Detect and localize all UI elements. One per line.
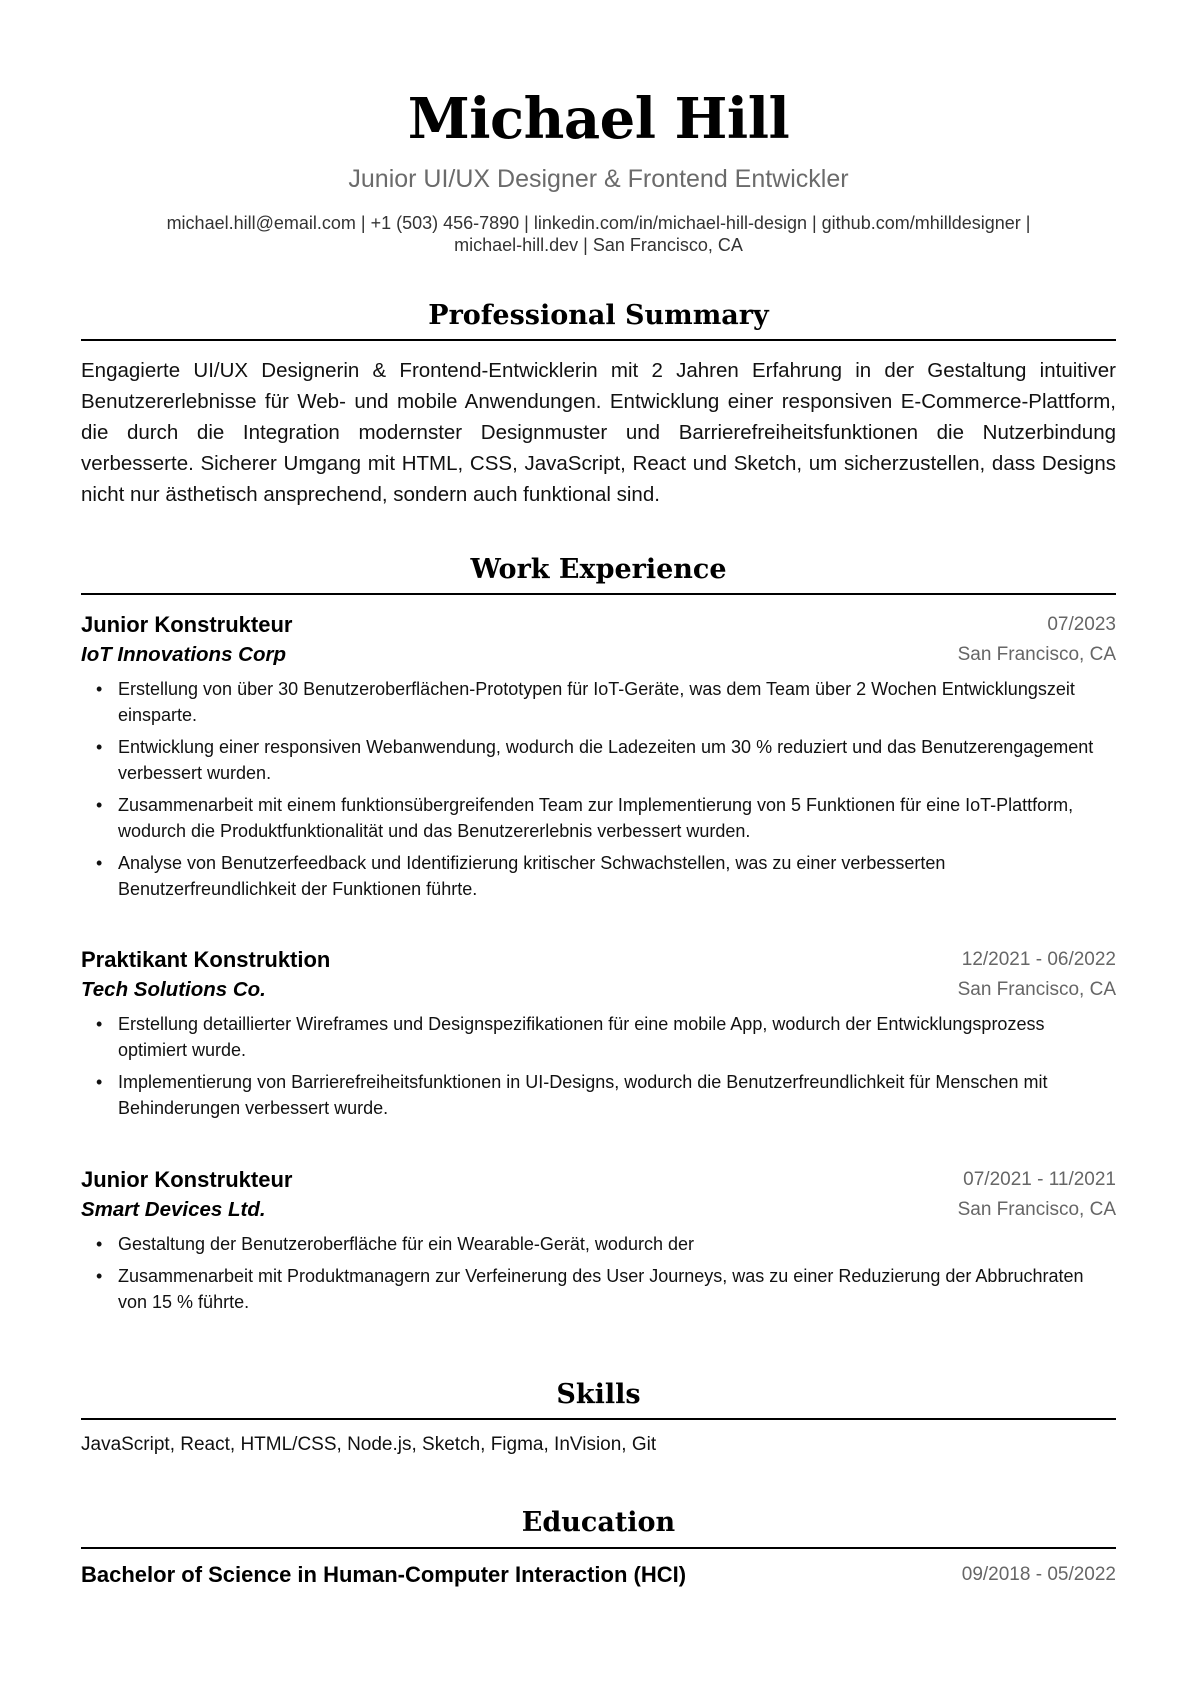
section-title-experience: Work Experience [470,554,727,585]
job-entry [81,1165,1116,1321]
bullet-item: • Entwicklung einer responsiven Webanwendung, wodurch die Ladezeiten um 30 % reduziert und das Benutzerengagement verbessert wurden. [81,734,1116,786]
job-bullets [81,1011,1116,1121]
job-date: 07/2021 - 11/2021 [963,1169,1116,1190]
job-entry [81,945,1116,1127]
bullet-item: • Implementierung von Barrierefreiheitsfunktionen in UI-Designs, wodurch die Benutzerfreundlichkeit für Menschen mit Behinderungen verbessert wurde. [81,1069,1116,1121]
summary-text: Engagierte UI/UX Designerin & Frontend-Entwicklerin mit 2 Jahren Erfahrung in der Gestaltung intuitiver Benutzererlebnisse für Web- und mobile Anwendungen. Entwicklung einer responsiven E-Commerce-Plattform, die durch die Integration modernster Designmuster und Barrierefreiheitsfunktionen die Nutzerbindung verbesserte. Sicherer Umgang mit HTML, CSS, JavaScript, React und Sketch, um sicherzustellen, dass Designs nicht nur ästhetisch ansprechend, sondern auch funktional sind. [81,359,1116,506]
section-divider [81,339,1116,341]
bullet-item: • Analyse von Benutzerfeedback und Identifizierung kritischer Schwachstellen, was zu einer verbesserten Benutzerfreundlichkeit der Funktionen führte. [81,850,1116,902]
section-title-education: Education [521,1507,676,1538]
job-title: Praktikant Konstruktion [81,947,331,972]
bullet-item: • Erstellung detaillierter Wireframes und Designspezifikationen für eine mobile App, wodurch der Entwicklungsprozess optimiert wurde. [81,1011,1116,1063]
contact-line: michael-hill.dev | San Francisco, CA [454,235,743,255]
section-divider [81,1547,1116,1549]
job-title: Junior Konstrukteur [81,612,293,637]
education-entry [81,1560,1116,1590]
job-entry [81,610,1116,908]
contact-info [81,212,1116,256]
job-location: San Francisco, CA [957,979,1116,1000]
section-title-skills: Skills [556,1379,641,1410]
section-title-summary: Professional Summary [428,300,769,331]
section-divider [81,593,1116,595]
job-title: Junior Konstrukteur [81,1167,293,1192]
job-location: San Francisco, CA [957,644,1116,665]
section-divider [81,1418,1116,1420]
bullet-item: • Zusammenarbeit mit Produktmanagern zur Verfeinerung des User Journeys, was zu einer Reduzierung der Abbruchraten von 15 % führte. [81,1263,1116,1315]
job-company: Smart Devices Ltd. [81,1198,266,1221]
job-date: 07/2023 [1047,614,1116,635]
job-date: 12/2021 - 06/2022 [961,949,1116,970]
candidate-name: Michael Hill [407,86,790,152]
bullet-item: • Gestaltung der Benutzeroberfläche für ein Wearable-Gerät, wodurch der [81,1231,1116,1257]
skills-list: JavaScript, React, HTML/CSS, Node.js, Sketch, Figma, InVision, Git [81,1434,657,1455]
job-bullets [81,1231,1116,1315]
education-date: 09/2018 - 05/2022 [961,1564,1116,1585]
job-company: Tech Solutions Co. [81,978,266,1001]
job-bullets [81,676,1116,902]
candidate-headline: Junior UI/UX Designer & Frontend Entwickler [348,165,849,193]
job-location: San Francisco, CA [957,1199,1116,1220]
bullet-item: • Zusammenarbeit mit einem funktionsübergreifenden Team zur Implementierung von 5 Funktionen für eine IoT-Plattform, wodurch die Produktfunktionalität und das Benutzererlebnis verbessert wurden. [81,792,1116,844]
bullet-item: • Erstellung von über 30 Benutzeroberflächen-Prototypen für IoT-Geräte, was dem Team über 2 Wochen Entwicklungszeit einsparte. [81,676,1116,728]
contact-line: michael.hill@email.com | +1 (503) 456-7890 | linkedin.com/in/michael-hill-design | github.com/mhilldesigner | [166,213,1031,233]
education-degree: Bachelor of Science in Human-Computer Interaction (HCI) [81,1562,687,1587]
job-company: IoT Innovations Corp [81,643,286,666]
